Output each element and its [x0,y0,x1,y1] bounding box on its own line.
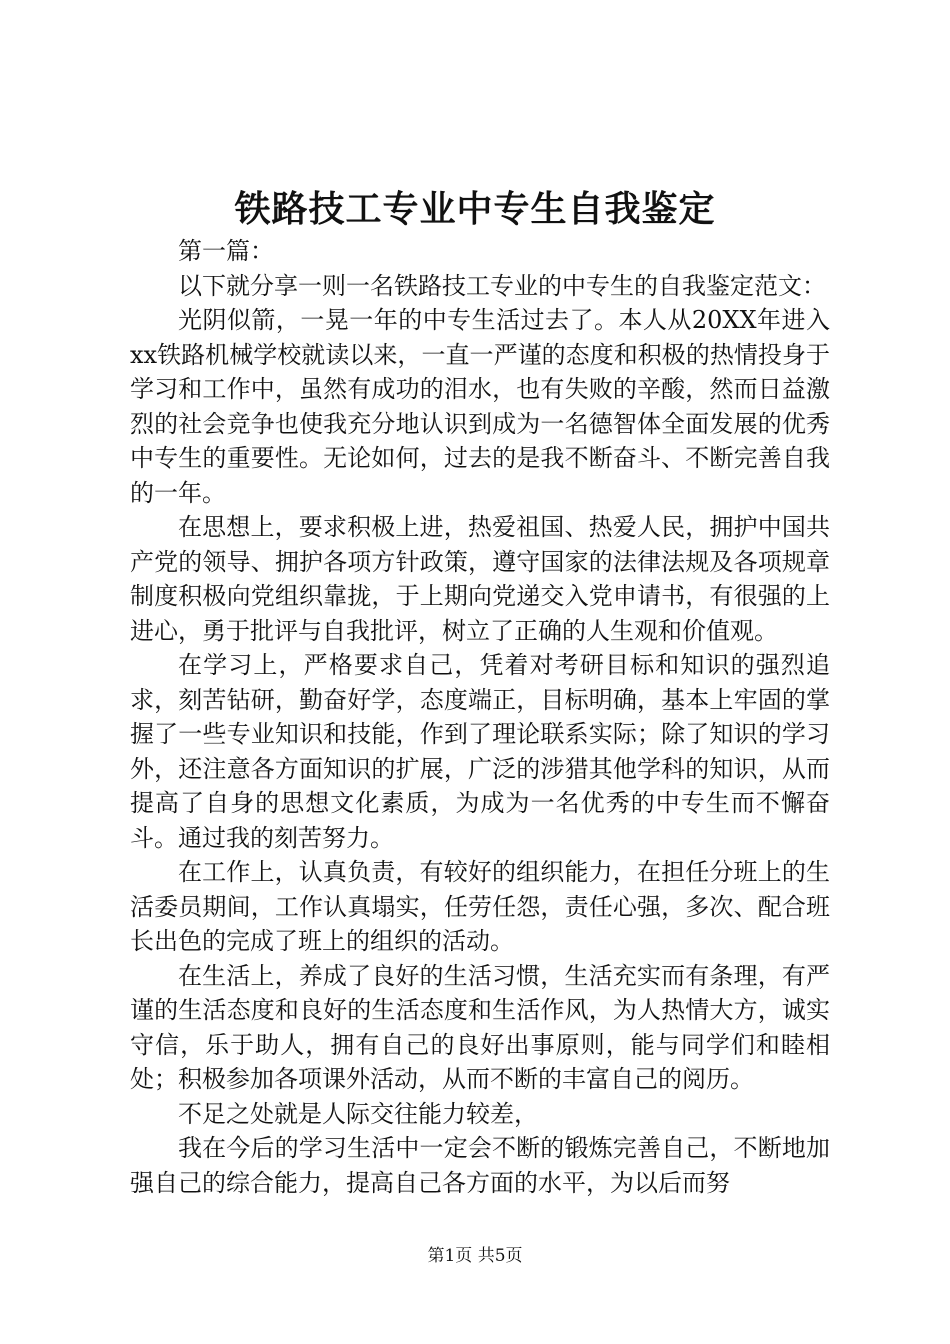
paragraph-overview: 光阴似箭，一晃一年的中专生活过去了。本人从20XX年进入xx铁路机械学校就读以来，一直一严谨的态度和积极的热情投身于学习和工作中，虽然有成功的泪水，也有失败的辛酸，然而日益激烈的社会竞争也使我充分地认识到成为一名德智体全面发展的优秀中专生的重要性。无论如何，过去的是我不断奋斗、不断完善自我的一年。 [130,306,830,507]
paragraph-life: 在生活上，养成了良好的生活习惯，生活充实而有条理，有严谨的生活态度和良好的生活态度和生活作风，为人热情大方，诚实守信，乐于助人，拥有自己的良好出事原则，能与同学们和睦相处；积极参加各项课外活动，从而不断的丰富自己的阅历。 [130,961,830,1093]
page-footer: 第1页 共5页 [427,1246,523,1266]
paragraph-intro: 以下就分享一则一名铁路技工专业的中专生的自我鉴定范文： [178,271,826,300]
paragraph-study: 在学习上，严格要求自己，凭着对考研目标和知识的强烈追求，刻苦钻研，勤奋好学，态度端正，目标明确，基本上牢固的掌握了一些专业知识和技能，作到了理论联系实际；除了知识的学习外，还注意各方面知识的扩展，广泛的涉猎其他学科的知识，从而提高了自身的思想文化素质，为成为一名优秀的中专生而不懈奋斗。通过我的刻苦努力。 [130,651,830,852]
paragraph-ideology: 在思想上，要求积极上进，热爱祖国、热爱人民，拥护中国共产党的领导、拥护各项方针政策，遵守国家的法律法规及各项规章制度积极向党组织靠拢，于上期向党递交入党申请书，有很强的上进心，勇于批评与自我批评，树立了正确的人生观和价值观。 [130,513,830,645]
document-title: 铁路技工专业中专生自我鉴定 [234,188,716,230]
paragraph-shortcoming: 不足之处就是人际交往能力较差， [178,1099,538,1128]
paragraph-work: 在工作上，认真负责，有较好的组织能力，在担任分班上的生活委员期间，工作认真塌实，任劳任怨，责任心强，多次、配合班长出色的完成了班上的组织的活动。 [130,858,830,955]
document-body [130,234,830,1200]
paragraph-future: 我在今后的学习生活中一定会不断的锻炼完善自己，不断地加强自己的综合能力，提高自己各方面的水平，为以后而努 [130,1134,830,1197]
paragraph-section-heading: 第一篇： [178,237,274,265]
